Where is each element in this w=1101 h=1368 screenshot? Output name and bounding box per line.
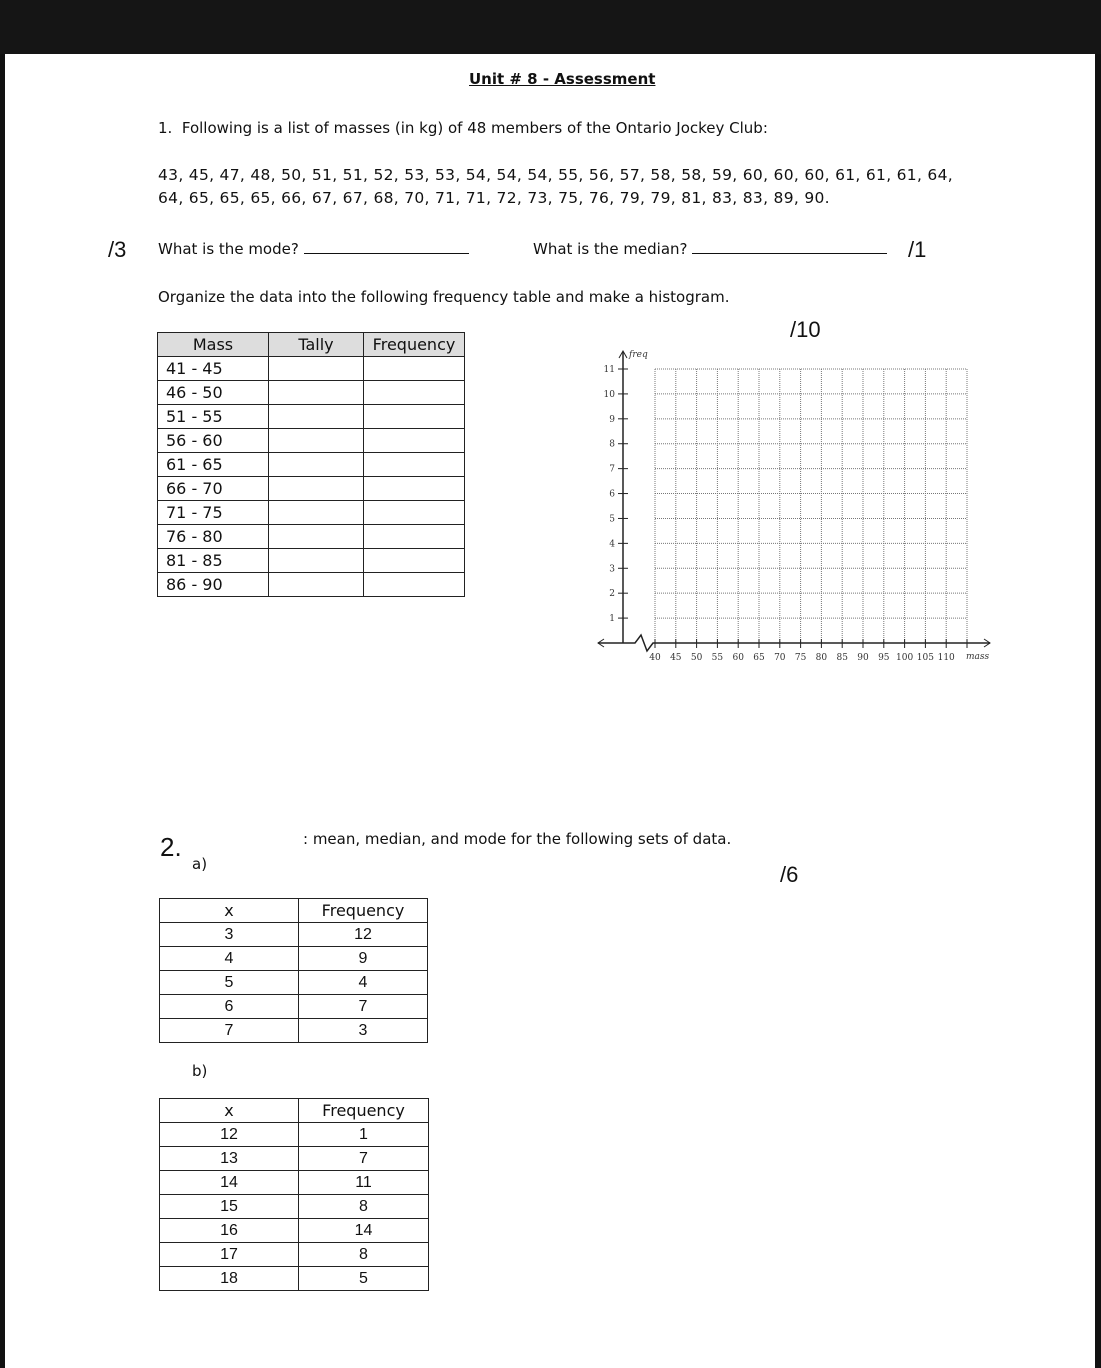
- table-row: [160, 1171, 429, 1195]
- mass-interval: 81 - 85: [158, 549, 269, 573]
- y-tick-label: 6: [609, 489, 615, 500]
- frequency-value: 1: [299, 1123, 429, 1147]
- frequency-cell[interactable]: [364, 453, 465, 477]
- x-tick-label: 95: [878, 653, 890, 663]
- mass-interval: 46 - 50: [158, 381, 269, 405]
- column-header: Mass: [158, 333, 269, 357]
- x-tick-label: 40: [649, 653, 661, 663]
- mass-interval: 41 - 45: [158, 357, 269, 381]
- part-label: b): [192, 1062, 208, 1080]
- frequency-value: 5: [299, 1267, 429, 1291]
- tally-cell[interactable]: [269, 477, 364, 501]
- x-tick-label: 100: [896, 653, 914, 663]
- page-title: Unit # 8 - Assessment: [469, 70, 656, 88]
- table-row: [158, 477, 465, 501]
- tally-cell[interactable]: [269, 357, 364, 381]
- score-mark: /3: [108, 237, 127, 262]
- x-value: 15: [160, 1195, 299, 1219]
- column-header: Tally: [269, 333, 364, 357]
- table-row: [158, 405, 465, 429]
- y-axis-label: freq: [629, 350, 648, 360]
- data-line-2: 64, 65, 65, 65, 66, 67, 67, 68, 70, 71, 71, 72, 73, 75, 76, 79, 79, 81, 83, 83, 89, 90.: [158, 189, 830, 207]
- frequency-value: 11: [299, 1171, 429, 1195]
- column-header: Frequency: [299, 899, 428, 923]
- frequency-value: 4: [299, 971, 428, 995]
- tally-cell[interactable]: [269, 453, 364, 477]
- mass-interval: 56 - 60: [158, 429, 269, 453]
- median-label: What is the median?: [533, 240, 688, 258]
- y-tick-label: 1: [609, 614, 615, 625]
- mass-interval: 61 - 65: [158, 453, 269, 477]
- mode-answer-blank[interactable]: [304, 241, 469, 254]
- y-tick-label: 5: [609, 514, 615, 525]
- x-value: 6: [160, 995, 299, 1019]
- table-row: [158, 381, 465, 405]
- table-row: [158, 453, 465, 477]
- mass-interval: 51 - 55: [158, 405, 269, 429]
- x-value: 4: [160, 947, 299, 971]
- x-tick-label: 80: [815, 653, 828, 663]
- frequency-cell[interactable]: [364, 501, 465, 525]
- y-tick-label: 3: [609, 564, 615, 575]
- frequency-cell[interactable]: [364, 525, 465, 549]
- table-row: [158, 501, 465, 525]
- mass-interval: 76 - 80: [158, 525, 269, 549]
- column-header: x: [160, 1099, 299, 1123]
- frequency-value: 3: [299, 1019, 428, 1043]
- x-value: 5: [160, 971, 299, 995]
- score-mark: /10: [790, 317, 821, 342]
- table-row: [158, 549, 465, 573]
- x-tick-label: 90: [857, 653, 869, 663]
- x-axis-with-break: [598, 635, 990, 651]
- tally-cell[interactable]: [269, 429, 364, 453]
- histogram-grid[interactable]: [590, 340, 1000, 670]
- x-value: 18: [160, 1267, 299, 1291]
- x-value: 7: [160, 1019, 299, 1043]
- frequency-value: 7: [299, 1147, 429, 1171]
- median-answer-blank[interactable]: [692, 241, 887, 254]
- x-value: 17: [160, 1243, 299, 1267]
- y-tick-label: 7: [609, 464, 615, 475]
- mode-label: What is the mode?: [158, 240, 299, 258]
- frequency-cell[interactable]: [364, 573, 465, 597]
- x-value: 12: [160, 1123, 299, 1147]
- x-value: 14: [160, 1171, 299, 1195]
- x-tick-label: 50: [690, 653, 703, 663]
- organize-instruction: Organize the data into the following frequency table and make a histogram.: [158, 288, 730, 306]
- x-value: 3: [160, 923, 299, 947]
- x-tick-label: 55: [711, 653, 724, 663]
- x-value: 13: [160, 1147, 299, 1171]
- frequency-cell[interactable]: [364, 405, 465, 429]
- table-row: [158, 573, 465, 597]
- question-1: [158, 119, 768, 137]
- x-tick-label: 45: [670, 653, 682, 663]
- column-header: x: [160, 899, 299, 923]
- frequency-value: 8: [299, 1243, 429, 1267]
- y-tick-label: 10: [603, 389, 615, 400]
- table-row: [160, 995, 428, 1019]
- data-table-a: [159, 898, 428, 1043]
- tally-cell[interactable]: [269, 501, 364, 525]
- x-tick-label: 110: [937, 653, 955, 663]
- frequency-value: 14: [299, 1219, 429, 1243]
- column-header: Frequency: [299, 1099, 429, 1123]
- y-tick-label: 11: [603, 365, 615, 375]
- y-tick-label: 4: [609, 539, 615, 550]
- x-tick-label: 65: [753, 653, 765, 663]
- table-row: [160, 947, 428, 971]
- question-number: 2.: [160, 832, 182, 862]
- frequency-cell[interactable]: [364, 549, 465, 573]
- frequency-cell[interactable]: [364, 429, 465, 453]
- x-value: 16: [160, 1219, 299, 1243]
- frequency-cell[interactable]: [364, 381, 465, 405]
- table-row: [160, 1147, 429, 1171]
- y-tick-label: 8: [609, 439, 615, 450]
- table-row: [160, 1195, 429, 1219]
- question-prompt: Following is a list of masses (in kg) of 48 members of the Ontario Jockey Club:: [181, 119, 768, 137]
- tally-cell[interactable]: [269, 549, 364, 573]
- question-number: 1.: [158, 119, 173, 137]
- frequency-value: 12: [299, 923, 428, 947]
- tally-cell[interactable]: [269, 405, 364, 429]
- x-tick-label: 70: [774, 653, 786, 663]
- table-row: [160, 1123, 429, 1147]
- table-row: [160, 923, 428, 947]
- frequency-value: 7: [299, 995, 428, 1019]
- y-tick-label: 9: [609, 414, 615, 425]
- frequency-cell[interactable]: [364, 477, 465, 501]
- mass-interval: 86 - 90: [158, 573, 269, 597]
- table-row: [158, 429, 465, 453]
- mass-interval: 66 - 70: [158, 477, 269, 501]
- table-row: [160, 1019, 428, 1043]
- x-tick-label: 85: [836, 653, 848, 663]
- table-row: [160, 971, 428, 995]
- tally-cell[interactable]: [269, 525, 364, 549]
- frequency-cell[interactable]: [364, 357, 465, 381]
- frequency-table: [157, 332, 465, 597]
- data-line-1: 43, 45, 47, 48, 50, 51, 51, 52, 53, 53, 54, 54, 54, 55, 56, 57, 58, 58, 59, 60, 60, 60, 61, 61, 61, 64,: [158, 166, 953, 184]
- table-row: [160, 1267, 429, 1291]
- column-header: Frequency: [364, 333, 465, 357]
- tally-cell[interactable]: [269, 573, 364, 597]
- x-tick-label: 75: [794, 653, 807, 663]
- data-table-b: [159, 1098, 429, 1291]
- table-row: [158, 525, 465, 549]
- mass-interval: 71 - 75: [158, 501, 269, 525]
- tally-cell[interactable]: [269, 381, 364, 405]
- background-app-strip: [0, 0, 1101, 54]
- y-tick-label: 2: [609, 589, 615, 600]
- score-mark: /6: [780, 862, 799, 887]
- x-tick-label: 60: [732, 653, 744, 663]
- x-axis-label: mass: [966, 652, 990, 662]
- score-mark: /1: [908, 237, 927, 262]
- frequency-value: 9: [299, 947, 428, 971]
- x-tick-label: 105: [916, 653, 934, 663]
- question-prompt: : mean, median, and mode for the following sets of data.: [303, 830, 732, 848]
- frequency-value: 8: [299, 1195, 429, 1219]
- part-label: a): [192, 855, 208, 873]
- table-row: [160, 1243, 429, 1267]
- table-row: [160, 1219, 429, 1243]
- table-row: [158, 357, 465, 381]
